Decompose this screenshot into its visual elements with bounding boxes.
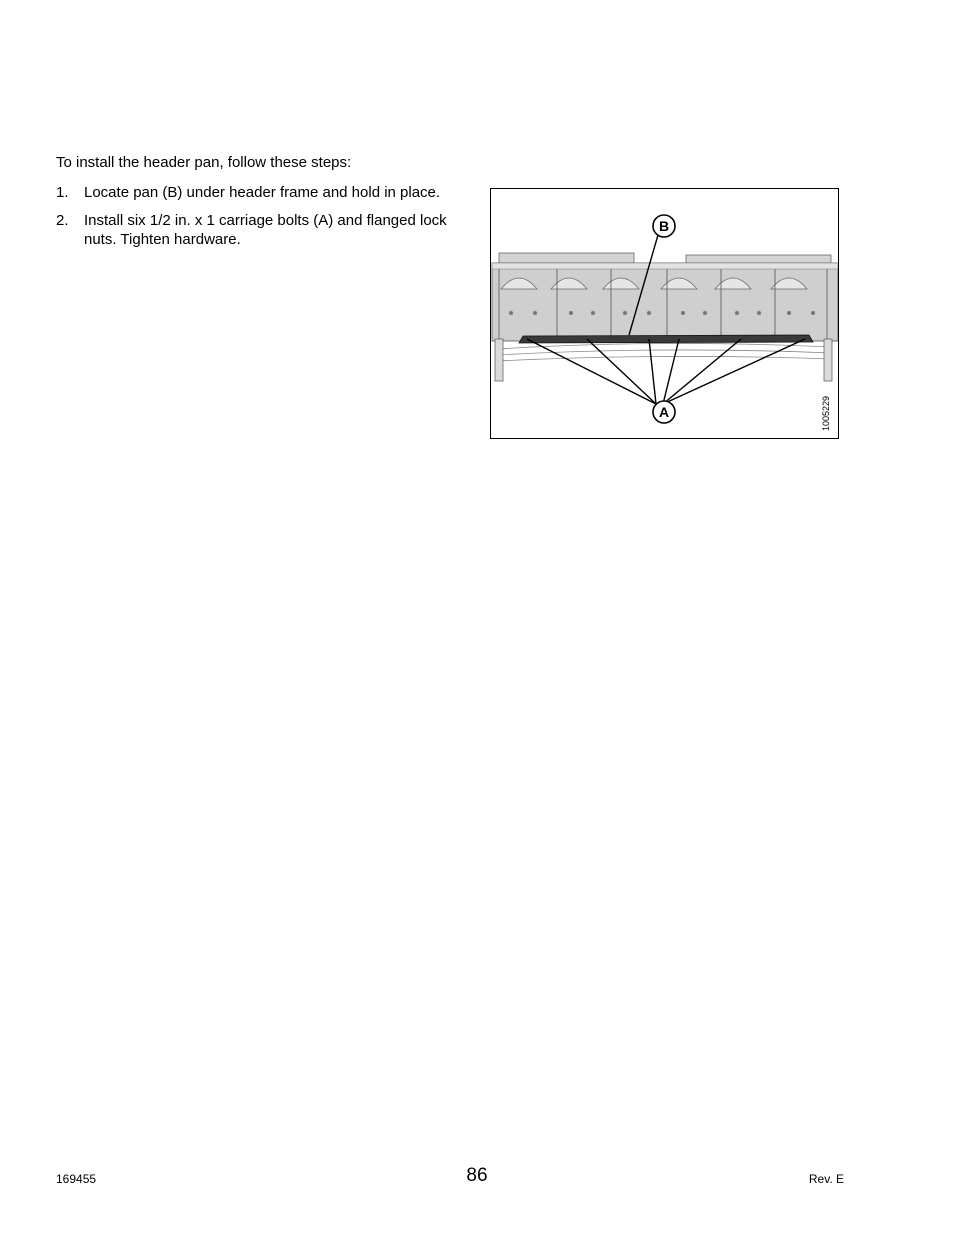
header-frame [492, 263, 838, 341]
lower-slats [497, 343, 831, 361]
step-item [56, 183, 466, 202]
right-leg [824, 339, 832, 381]
step-number: 1. [56, 184, 69, 201]
upper-rail-left [499, 253, 634, 263]
callout-a [653, 401, 675, 423]
header-frame-drawing [491, 189, 838, 438]
revision-label: Rev. E [808, 1172, 844, 1186]
page-number: 86 [466, 1165, 488, 1186]
header-pan-illustration [490, 188, 839, 439]
callout-a-label: A [658, 404, 670, 420]
intro-text: To install the header pan, follow these steps: [56, 154, 352, 171]
left-leg [495, 339, 503, 381]
step-text: Locate pan (B) under header frame and hold in place. [84, 184, 441, 201]
step-item [56, 211, 466, 249]
step-number: 2. [56, 212, 69, 229]
step-text: Install six 1/2 in. x 1 carriage bolts (A) and flanged lock nuts. Tighten hardware. [84, 212, 447, 248]
callout-b [653, 215, 675, 237]
header-pan [519, 335, 813, 343]
step-list [56, 183, 466, 258]
callout-a-leaders [527, 339, 805, 404]
document-number: 169455 [56, 1172, 97, 1186]
callout-b-label: B [658, 218, 670, 234]
figure-id: 1005229 [821, 395, 831, 431]
